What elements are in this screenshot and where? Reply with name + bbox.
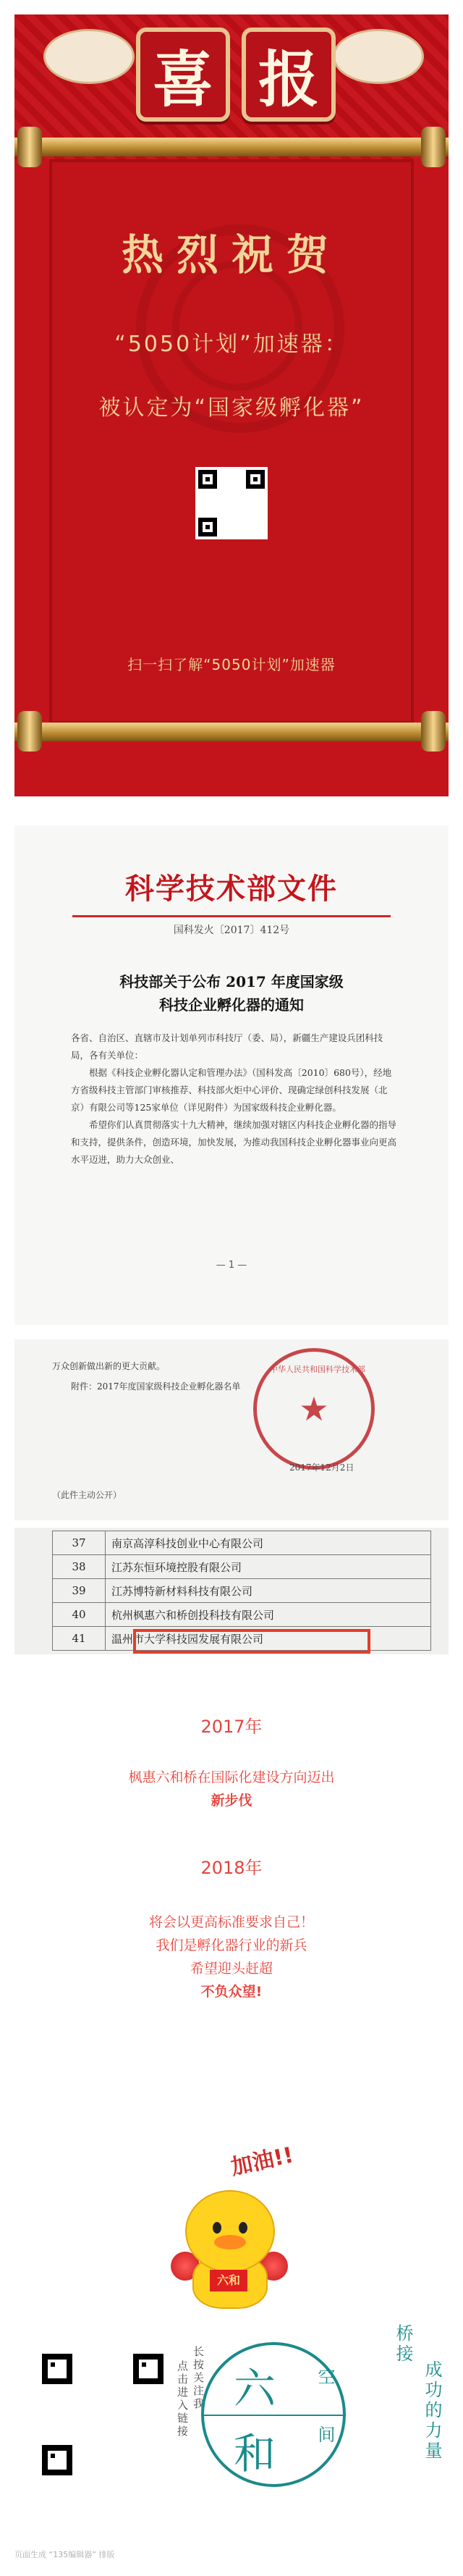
- table-row: [53, 1603, 431, 1627]
- duck-mascot-icon: [185, 2190, 275, 2273]
- scroll-top-rod-end-right: [421, 127, 446, 167]
- footer-brand-section: [14, 2317, 449, 2527]
- table-row: [53, 1531, 431, 1555]
- seal-star-icon: ★: [299, 1389, 329, 1428]
- document-body: [71, 1030, 396, 1169]
- poster-qr-code[interactable]: [195, 467, 268, 539]
- scroll-top-rod: [14, 138, 449, 156]
- document-table-scan: [14, 1528, 449, 1654]
- qr-finder-icon: [133, 2354, 163, 2384]
- document-red-line: [72, 915, 391, 917]
- qr-finder-icon: [198, 518, 217, 536]
- duck-eye-icon: [239, 2222, 247, 2234]
- document-header: 科学技术部文件: [125, 872, 338, 906]
- row-company: 南京高淳科技创业中心有限公司: [106, 1531, 431, 1555]
- row-company: 温州市大学科技园发展有限公司: [106, 1627, 431, 1651]
- brand-char-he: 和: [234, 2429, 276, 2478]
- timeline-year-2017: 2017年: [200, 1717, 263, 1737]
- row-company: 杭州枫惠六和桥创投科技有限公司: [106, 1603, 431, 1627]
- document-paragraph: 各省、自治区、直辖市及计划单列市科技厅（委、局），新疆生产建设兵团科技局，各有关单位：: [71, 1032, 383, 1061]
- brand-side-char-1: 空: [315, 2367, 335, 2388]
- badge-bao-text: 报: [258, 43, 319, 115]
- document-title-line-2: 科技企业孵化器的通知: [159, 996, 304, 1014]
- row-number: 37: [53, 1531, 106, 1555]
- duck-eye-icon: [213, 2222, 221, 2234]
- celebration-poster: [14, 14, 449, 796]
- footer-vertical-text-1: 点击进入链接: [176, 2360, 189, 2438]
- timeline-text-2018-line-3: 希望迎头赶超: [190, 1961, 273, 1977]
- document-page-marker: — 1 —: [216, 1260, 247, 1271]
- document-title-line-1: 科技部关于公布 2017 年度国家级: [119, 973, 344, 990]
- badge-bao: [242, 28, 336, 122]
- scroll-bottom-rod-end-right: [421, 711, 446, 752]
- slogan-part-1: 桥接: [393, 2324, 413, 2365]
- qr-finder-icon: [42, 2445, 72, 2475]
- document-paragraph: 希望你们认真贯彻落实十九大精神，继续加强对辖区内科技企业孵化器的指导和支持，提供条件，创造环境，加快发展，为推动我国科技企业孵化器事业向更高水平迈进，助力大众创业、: [71, 1119, 397, 1165]
- document-scan-page-1: [14, 825, 449, 1325]
- footer-vertical-text-2: 长按关注我: [192, 2346, 205, 2411]
- document-scan-page-2: [14, 1339, 449, 1520]
- cloud-ornament-left: [43, 29, 135, 84]
- timeline-text-2018-line-2: 我们是孵化器行业的新兵: [156, 1937, 307, 1953]
- poster-line-1: “5050计划”加速器：: [114, 332, 349, 357]
- document-paragraph: 根据《科技企业孵化器认定和管理办法》（国科发高〔2010〕680号），经地方省级科技主管部门审核推荐、科技部火炬中心评价、现确定绿创科技发展（北京）有限公司等125家单位（详见附件）为国家级科技企业孵化器。: [71, 1067, 392, 1113]
- scroll-bottom-rod: [14, 723, 449, 741]
- row-company: 江苏博特新材料科技有限公司: [106, 1579, 431, 1603]
- badge-xi-text: 喜: [152, 43, 213, 115]
- document-public-note: （此件主动公开）: [52, 1490, 122, 1500]
- timeline-text-2017-line-2: 新步伐: [211, 1793, 252, 1809]
- document-title: [14, 970, 449, 1016]
- cloud-ornament-right: [333, 29, 424, 84]
- badge-xi: [136, 28, 230, 122]
- highlight-box: [133, 1629, 370, 1654]
- table-row: [53, 1579, 431, 1603]
- timeline-text-2017-line-1: 枫惠六和桥在国际化建设方向迈出: [128, 1769, 335, 1785]
- row-company: 江苏东恒环境控股有限公司: [106, 1555, 431, 1579]
- row-number: 41: [53, 1627, 106, 1651]
- timeline-year-2018: 2018年: [200, 1858, 263, 1878]
- table-row: [53, 1555, 431, 1579]
- qr-finder-icon: [198, 470, 217, 489]
- document-attachment: 附件：2017年度国家级科技企业孵化器名单: [71, 1381, 241, 1392]
- scroll-body: [49, 159, 414, 724]
- qr-finder-icon: [42, 2354, 72, 2384]
- bottom-credit: 页面生成 “135编辑器” 排版: [14, 2550, 115, 2559]
- timeline-text-2018-line-4: 不负众望!: [200, 1984, 263, 2000]
- timeline-text-2018-line-1: 将会以更高标准要求自己！: [148, 1914, 314, 1930]
- poster-scan-text: 扫一扫了解“5050计划”加速器: [127, 656, 336, 673]
- row-number: 38: [53, 1555, 106, 1579]
- official-seal: [253, 1348, 375, 1470]
- document-continuation: 万众创新做出新的更大贡献。: [52, 1361, 166, 1371]
- footer-qr-code[interactable]: [38, 2349, 168, 2480]
- scroll-top-rod-end-left: [17, 127, 42, 167]
- duck-beak-icon: [214, 2235, 246, 2249]
- scroll-bottom-rod-end-left: [17, 711, 42, 752]
- seal-text: 中华人民共和国科学技术部: [270, 1365, 365, 1374]
- brand-side-char-2: 间: [315, 2425, 335, 2446]
- row-number: 39: [53, 1579, 106, 1603]
- cheer-text: 加油!!: [229, 2142, 296, 2181]
- poster-line-2: 被认定为“国家级孵化器”: [98, 395, 365, 421]
- slogan-part-2: 成功的力量: [422, 2360, 442, 2462]
- document-number: 国科发火〔2017〕412号: [173, 925, 290, 936]
- row-number: 40: [53, 1603, 106, 1627]
- qr-finder-icon: [246, 470, 265, 489]
- brand-char-liu: 六: [234, 2364, 276, 2413]
- document-date: 2017年12月2日: [289, 1462, 354, 1473]
- poster-headline: 热烈祝贺: [121, 230, 341, 279]
- duck-banner: 六和: [210, 2270, 247, 2291]
